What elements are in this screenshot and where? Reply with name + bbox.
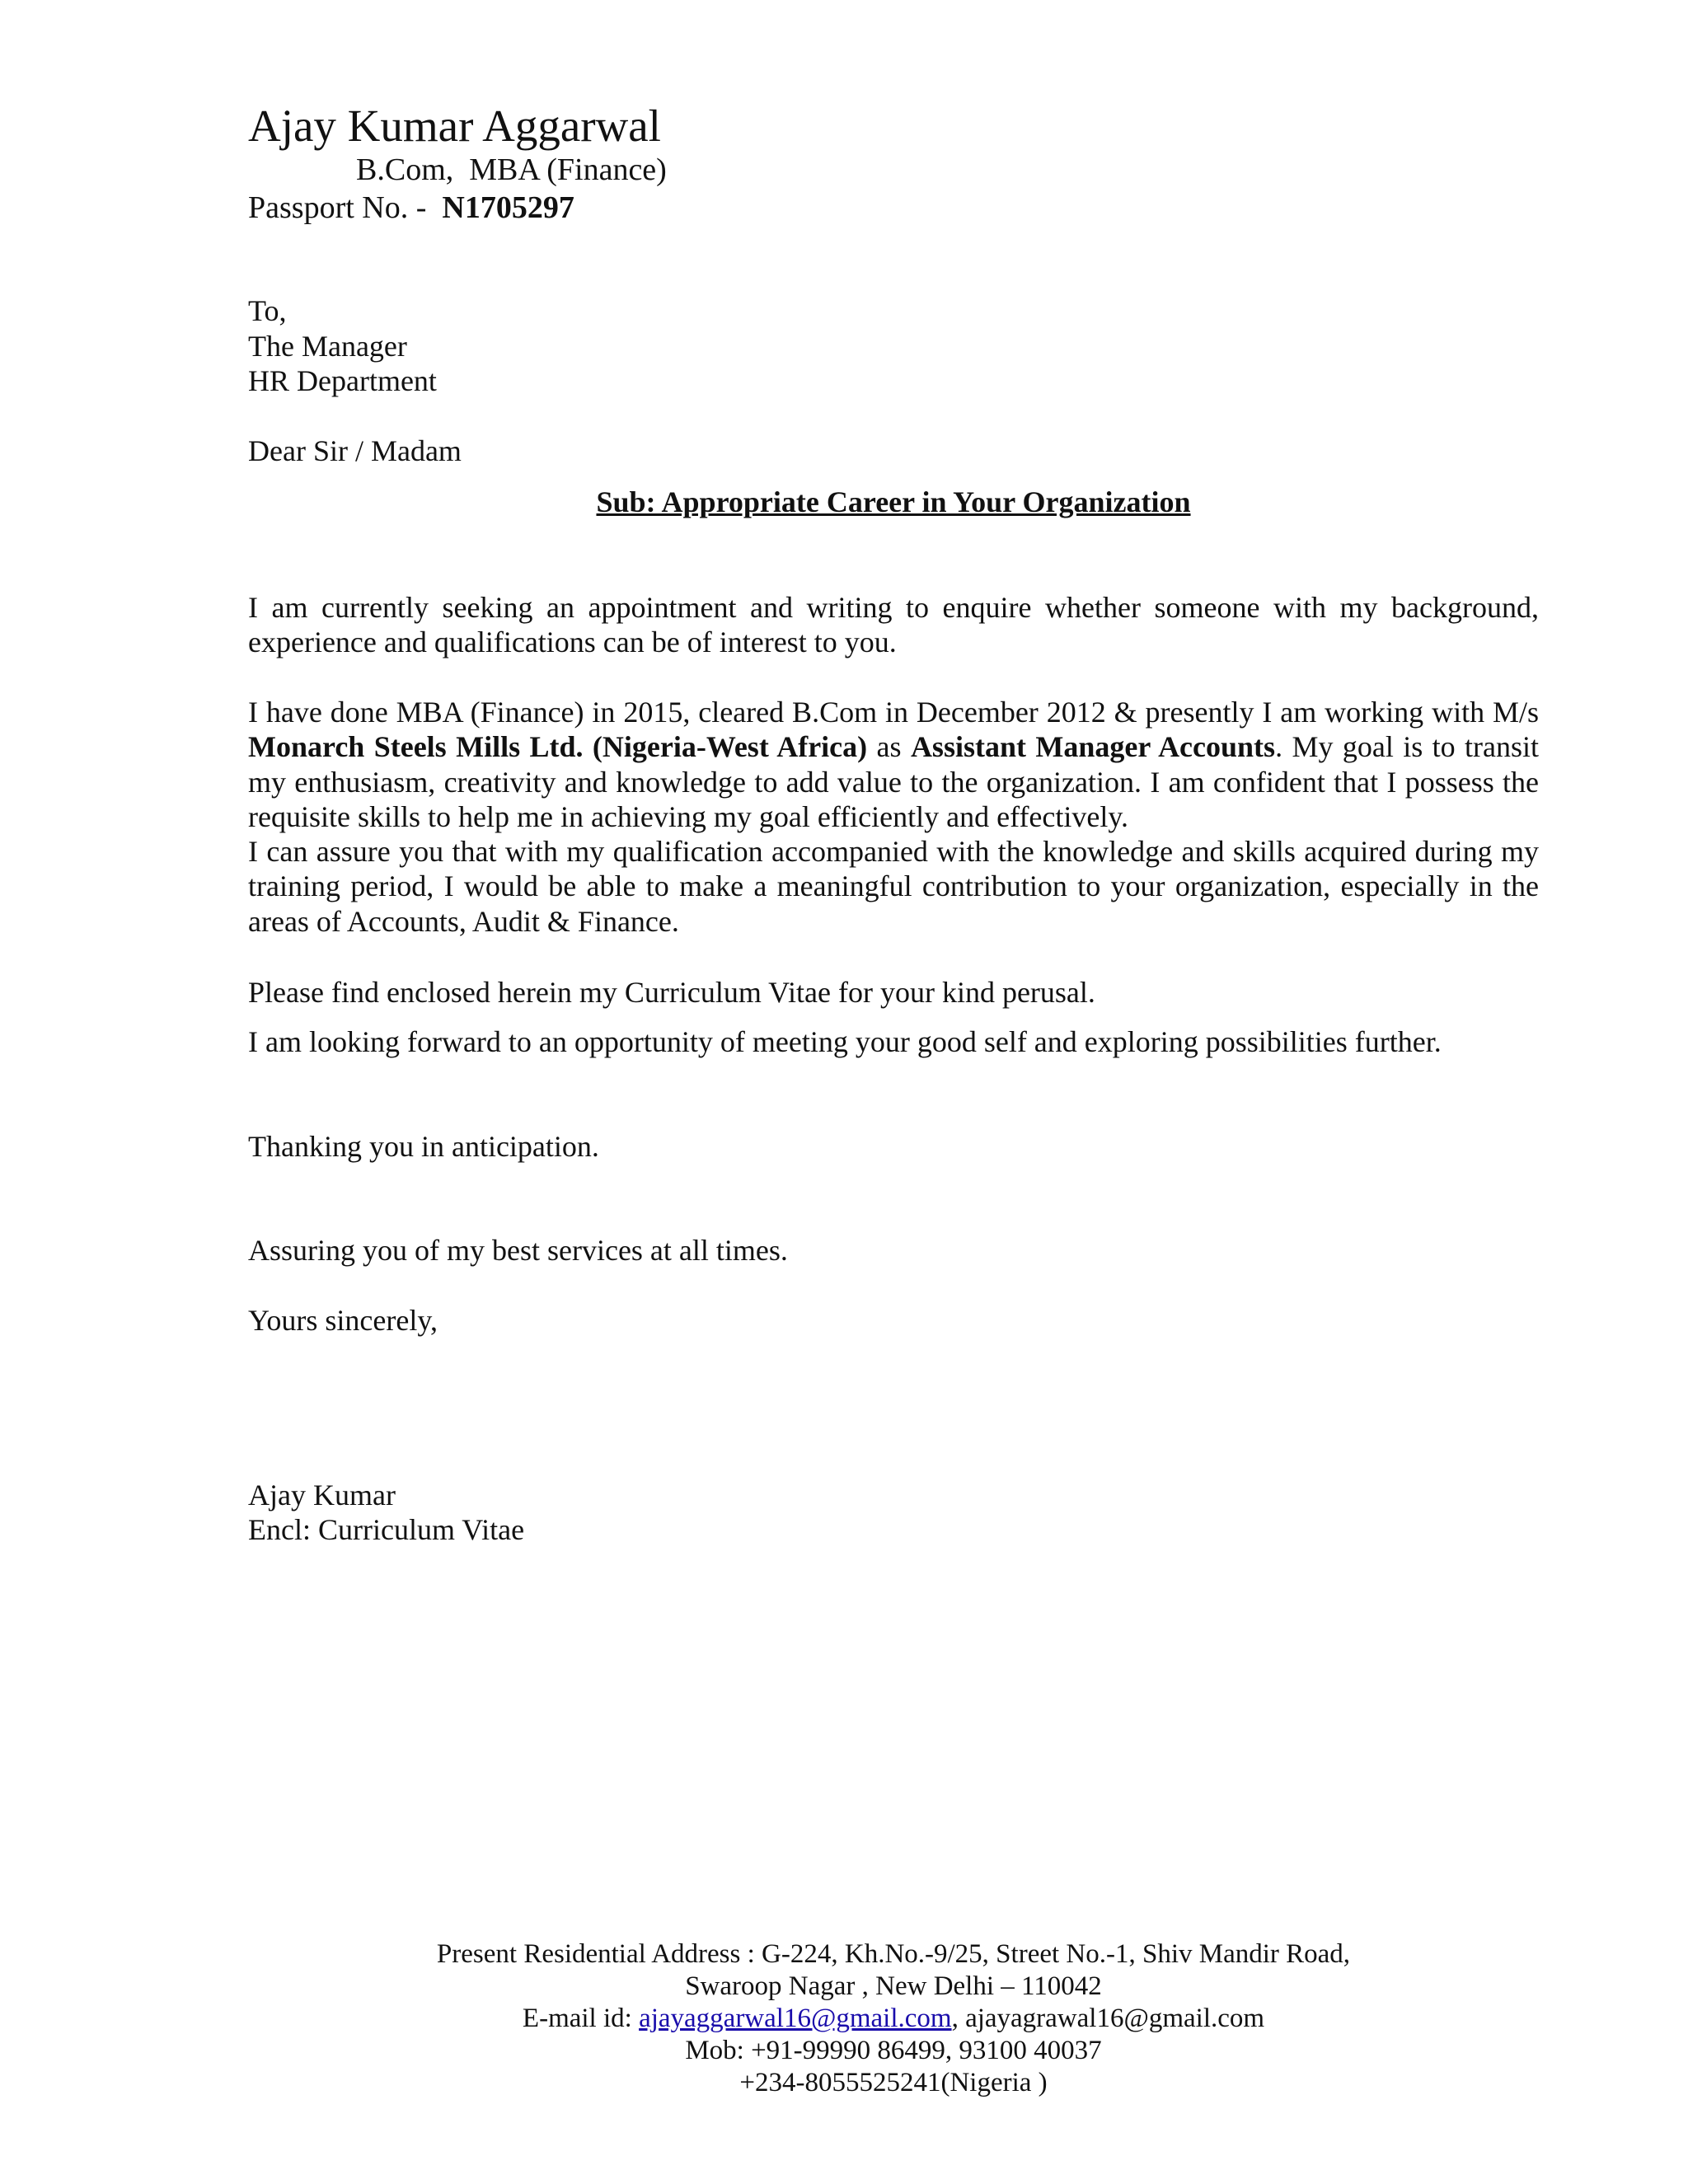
body-paragraph-assurance: I can assure you that with my qualification accompanied with the knowledge and skills acquired during my training period, I would be able to make a meaningful contribution to your organization, especially in the areas of Accounts, Audit & Finance. (248, 835, 1539, 938)
contact-footer (0, 1938, 1688, 2099)
email-label: E-mail id: (522, 2004, 640, 2033)
email-link[interactable]: ajayaggarwal16@gmail.com (639, 2004, 952, 2033)
recipient-title: The Manager (248, 330, 407, 363)
company-name: Monarch Steels Mills Ltd. (Nigeria-West Africa) (248, 730, 868, 764)
body-paragraph-background (248, 695, 1539, 939)
body-paragraph-enclosed: Please find enclosed herein my Curriculum Vitae for your kind perusal. (248, 976, 1095, 1009)
background-text-a: I have done MBA (Finance) in 2015, cleared B.Com in December 2012 & presently I am working with M/s (248, 696, 1539, 729)
assurance-line: Assuring you of my best services at all times. (248, 1234, 788, 1267)
background-text-b: as (867, 730, 911, 764)
email-secondary: , ajayagrawal16@gmail.com (951, 2004, 1265, 2033)
passport-number: N1705297 (442, 190, 574, 225)
recipient-to: To, (248, 294, 287, 327)
background-text-c: . My goal is to transit my enthusiasm, creativity and knowledge to add value to the organization. I am confident that I possess the requisite skills to help me in achieving my goal efficiently and effectively. (248, 730, 1539, 833)
closing-yours: Yours sincerely, (248, 1304, 438, 1337)
sender-name: Ajay Kumar Aggarwal (248, 101, 661, 151)
sender-qualifications: B.Com, MBA (Finance) (356, 152, 667, 187)
body-paragraph-intro: I am currently seeking an appointment and writing to enquire whether someone with my background, experience and qualifications can be of interest to you. (248, 591, 1539, 659)
passport-line (248, 188, 574, 227)
body-paragraph-forward: I am looking forward to an opportunity of meeting your good self and exploring possibilities further. (248, 1025, 1442, 1058)
job-role: Assistant Manager Accounts (910, 730, 1276, 764)
passport-label: Passport No. - (248, 190, 443, 225)
thanks-line: Thanking you in anticipation. (248, 1130, 599, 1163)
enclosure-note: Encl: Curriculum Vitae (248, 1513, 525, 1546)
salutation: Dear Sir / Madam (248, 434, 462, 467)
mobile-nigeria-line: +234-8055525241(Nigeria ) (739, 2068, 1048, 2097)
recipient-department: HR Department (248, 364, 437, 397)
email-line (0, 2003, 1688, 2035)
address-line-2: Swaroop Nagar , New Delhi – 110042 (685, 1971, 1102, 2001)
subject-line: Sub: Appropriate Career in Your Organization (596, 485, 1191, 518)
mobile-line: Mob: +91-99990 86499, 93100 40037 (685, 2036, 1102, 2065)
address-line-1: Present Residential Address : G-224, Kh.No.-9/25, Street No.-1, Shiv Mandir Road, (436, 1939, 1351, 1969)
signature-name: Ajay Kumar (248, 1479, 396, 1511)
